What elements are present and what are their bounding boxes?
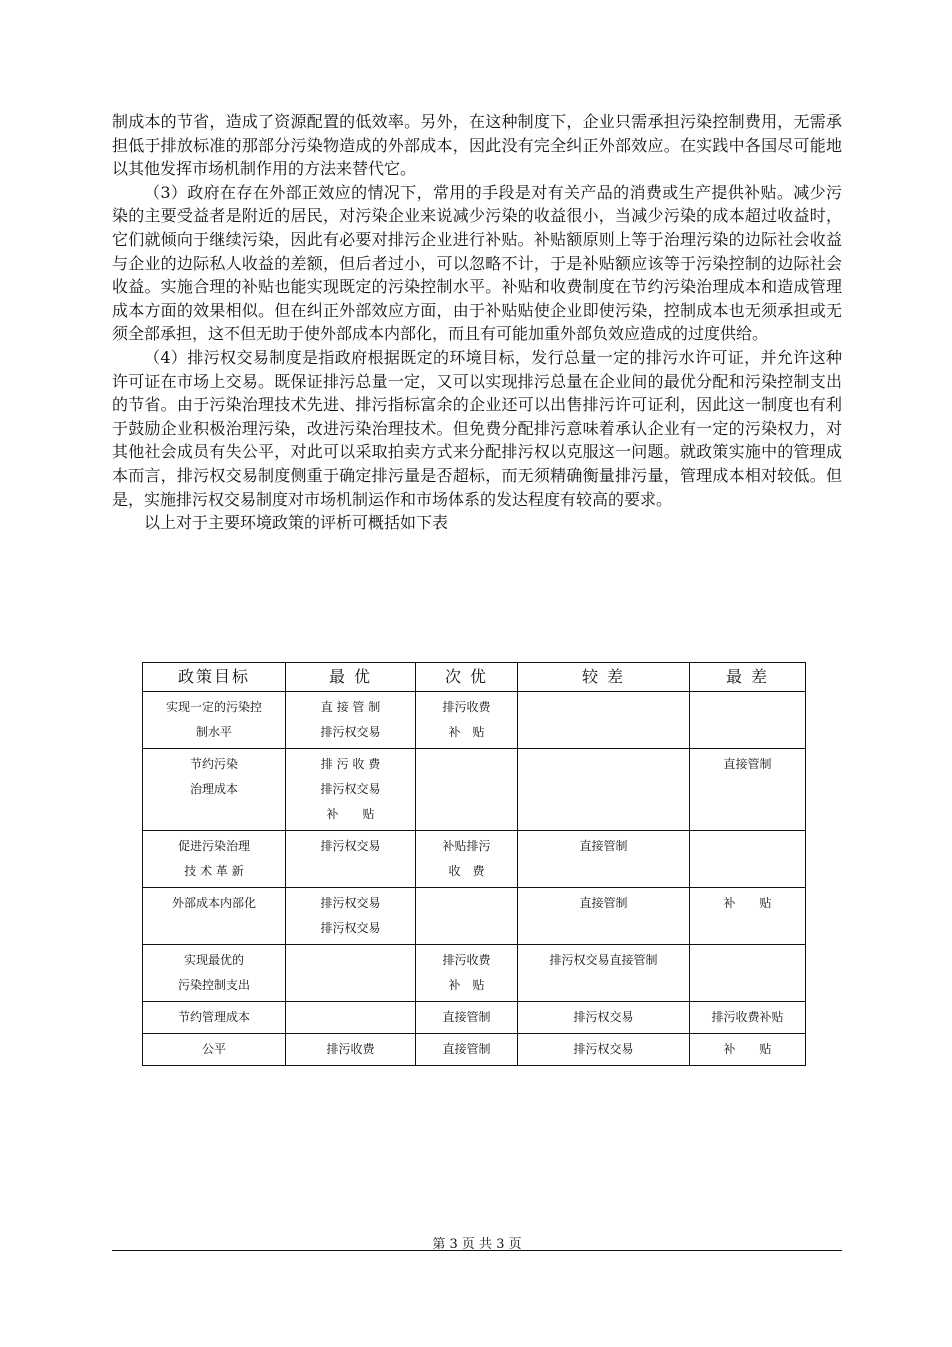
table-cell xyxy=(286,831,416,888)
table-cell xyxy=(286,888,416,945)
cell-line: 补 贴 xyxy=(326,807,375,821)
cell-line: 排 污 收 费 xyxy=(320,757,381,771)
table-cell xyxy=(518,749,690,831)
cell-line: 排污权交易 xyxy=(320,896,381,910)
table-row xyxy=(143,1002,806,1034)
cell-line: 技 术 革 新 xyxy=(184,864,244,878)
cell-line: 补 贴 xyxy=(448,978,485,992)
cell-line: 外部成本内部化 xyxy=(171,896,256,910)
table-cell xyxy=(690,749,806,831)
paragraph-table-intro: 以上对于主要环境政策的评析可概括如下表 xyxy=(144,513,449,533)
cell-line: 治理成本 xyxy=(189,782,238,796)
table-cell xyxy=(286,945,416,1002)
table-cell xyxy=(518,1002,690,1034)
table-cell xyxy=(143,888,286,945)
table-cell xyxy=(143,692,286,749)
table-cell xyxy=(286,1002,416,1034)
table-cell xyxy=(143,945,286,1002)
table-cell xyxy=(416,945,518,1002)
table-cell xyxy=(690,1034,806,1066)
table-cell xyxy=(286,1034,416,1066)
table-cell xyxy=(416,831,518,888)
table-cell xyxy=(143,831,286,888)
cell-line: 直接管制 xyxy=(442,1042,491,1056)
cell-line: 排污权交易 xyxy=(573,1042,634,1056)
table-row xyxy=(143,692,806,749)
header-second-best: 次 优 xyxy=(416,663,518,692)
table-cell xyxy=(286,749,416,831)
cell-line: 补 贴 xyxy=(448,725,485,739)
cell-line: 排污权交易 xyxy=(320,725,381,739)
table-cell xyxy=(518,831,690,888)
table-cell xyxy=(143,1034,286,1066)
cell-line: 直接管制 xyxy=(723,757,772,771)
table-cell xyxy=(416,749,518,831)
table-cell xyxy=(518,1034,690,1066)
table-cell xyxy=(518,945,690,1002)
cell-line: 直 接 管 制 xyxy=(320,700,381,714)
table-cell xyxy=(690,831,806,888)
table-cell xyxy=(416,1034,518,1066)
table-cell xyxy=(416,1002,518,1034)
table-cell xyxy=(690,888,806,945)
page-footer: 第 3 页 共 3 页 xyxy=(432,1237,522,1252)
policy-comparison-table xyxy=(142,662,806,1066)
cell-line: 实现最优的 xyxy=(183,953,244,967)
table-cell xyxy=(416,692,518,749)
cell-line: 节约管理成本 xyxy=(177,1010,250,1024)
paragraph-subsidy: （3）政府在存在外部正效应的情况下，常用的手段是对有关产品的消费或生产提供补贴。减少污染的主要受益者是附近的居民，对污染企业来说减少污染的收益很小，当减少污染的成本超过收益时，它们就倾向于继续污染，因此有必要对排污企业进行补贴。补贴额原则上等于治理污染的边际社会收益与企业的边际私人收益的差额，但后者过小，可以忽略不计，于是补贴额应该等于污染控制的边际社会收益。实施合理的补贴也能实现既定的污染控制水平。补贴和收费制度在节约污染治理成本和造成管理成本方面的效果相似。但在纠正外部效应方面，由于补贴贴使企业即使污染，控制成本也无须承担或无须全部承担，这不但无助于使外部成本内部化，而且有可能加重外部负效应造成的过度供给。 xyxy=(112,182,842,344)
table-row xyxy=(143,749,806,831)
table-cell xyxy=(690,692,806,749)
header-poor: 较 差 xyxy=(518,663,690,692)
cell-line: 排污权交易直接管制 xyxy=(549,953,658,967)
table-cell xyxy=(690,945,806,1002)
policy-comparison-table-wrapper xyxy=(142,662,805,1066)
cell-line: 排污收费补贴 xyxy=(711,1010,784,1024)
table-cell xyxy=(690,1002,806,1034)
cell-line: 排污权交易 xyxy=(573,1010,634,1024)
cell-line: 排污权交易 xyxy=(320,839,381,853)
cell-line: 排污收费 xyxy=(326,1042,375,1056)
cell-line: 排污权交易 xyxy=(320,782,381,796)
table-row xyxy=(143,945,806,1002)
cell-line: 促进污染治理 xyxy=(177,839,250,853)
header-best: 最 优 xyxy=(286,663,416,692)
cell-line: 排污权交易 xyxy=(320,921,381,935)
cell-line: 直接管制 xyxy=(442,1010,491,1024)
table-row xyxy=(143,888,806,945)
cell-line: 排污收费 xyxy=(442,700,491,714)
table-cell xyxy=(286,692,416,749)
cell-line: 节约污染 xyxy=(189,757,238,771)
table-row xyxy=(143,1034,806,1066)
cell-line: 补 贴 xyxy=(723,896,772,910)
paragraph-emission-trading: （4）排污权交易制度是指政府根据既定的环境目标，发行总量一定的排污水许可证，并允许这种许可证在市场上交易。既保证排污总量一定，又可以实现排污总量在企业间的最优分配和污染控制支出的节省。由于污染治理技术先进、排污指标富余的企业还可以出售排污许可证利，因此这一制度也有利于鼓励企业积极治理污染，改进污染治理技术。但免费分配排污意味着承认企业有一定的污染权力，对其他社会成员有失公平，对此可以采取拍卖方式来分配排污权以克服这一问题。就政策实施中的管理成本而言，排污权交易制度侧重于确定排污量是否超标，而无须精确衡量排污量，管理成本相对较低。但是，实施排污权交易制度对市场机制运作和市场体系的发达程度有较高的要求。 xyxy=(112,347,842,509)
cell-line: 收 费 xyxy=(448,864,485,878)
footer-rule xyxy=(112,1250,842,1251)
table-body xyxy=(143,692,806,1066)
cell-line: 补贴排污 xyxy=(442,839,491,853)
table-header-row xyxy=(143,663,806,692)
table-row xyxy=(143,831,806,888)
body-text xyxy=(112,110,842,535)
table-cell xyxy=(143,749,286,831)
table-cell xyxy=(518,692,690,749)
header-policy-goal: 政策目标 xyxy=(143,663,286,692)
cell-line: 直接管制 xyxy=(579,896,628,910)
paragraph-continuation: 制成本的节省，造成了资源配置的低效率。另外，在这种制度下，企业只需承担污染控制费用，无需承担低于排放标准的那部分污染物造成的外部成本，因此没有完全纠正外部效应。在实践中各国尽可能地以其他发挥市场机制作用的方法来替代它。 xyxy=(112,112,842,179)
cell-line: 排污收费 xyxy=(442,953,491,967)
cell-line: 直接管制 xyxy=(579,839,628,853)
cell-line: 制水平 xyxy=(195,725,232,739)
table-cell xyxy=(143,1002,286,1034)
cell-line: 污染控制支出 xyxy=(177,978,250,992)
header-worst: 最 差 xyxy=(690,663,806,692)
cell-line: 公平 xyxy=(201,1042,226,1056)
table-cell xyxy=(518,888,690,945)
cell-line: 实现一定的污染控 xyxy=(165,700,262,714)
table-cell xyxy=(416,888,518,945)
cell-line: 补 贴 xyxy=(723,1042,772,1056)
